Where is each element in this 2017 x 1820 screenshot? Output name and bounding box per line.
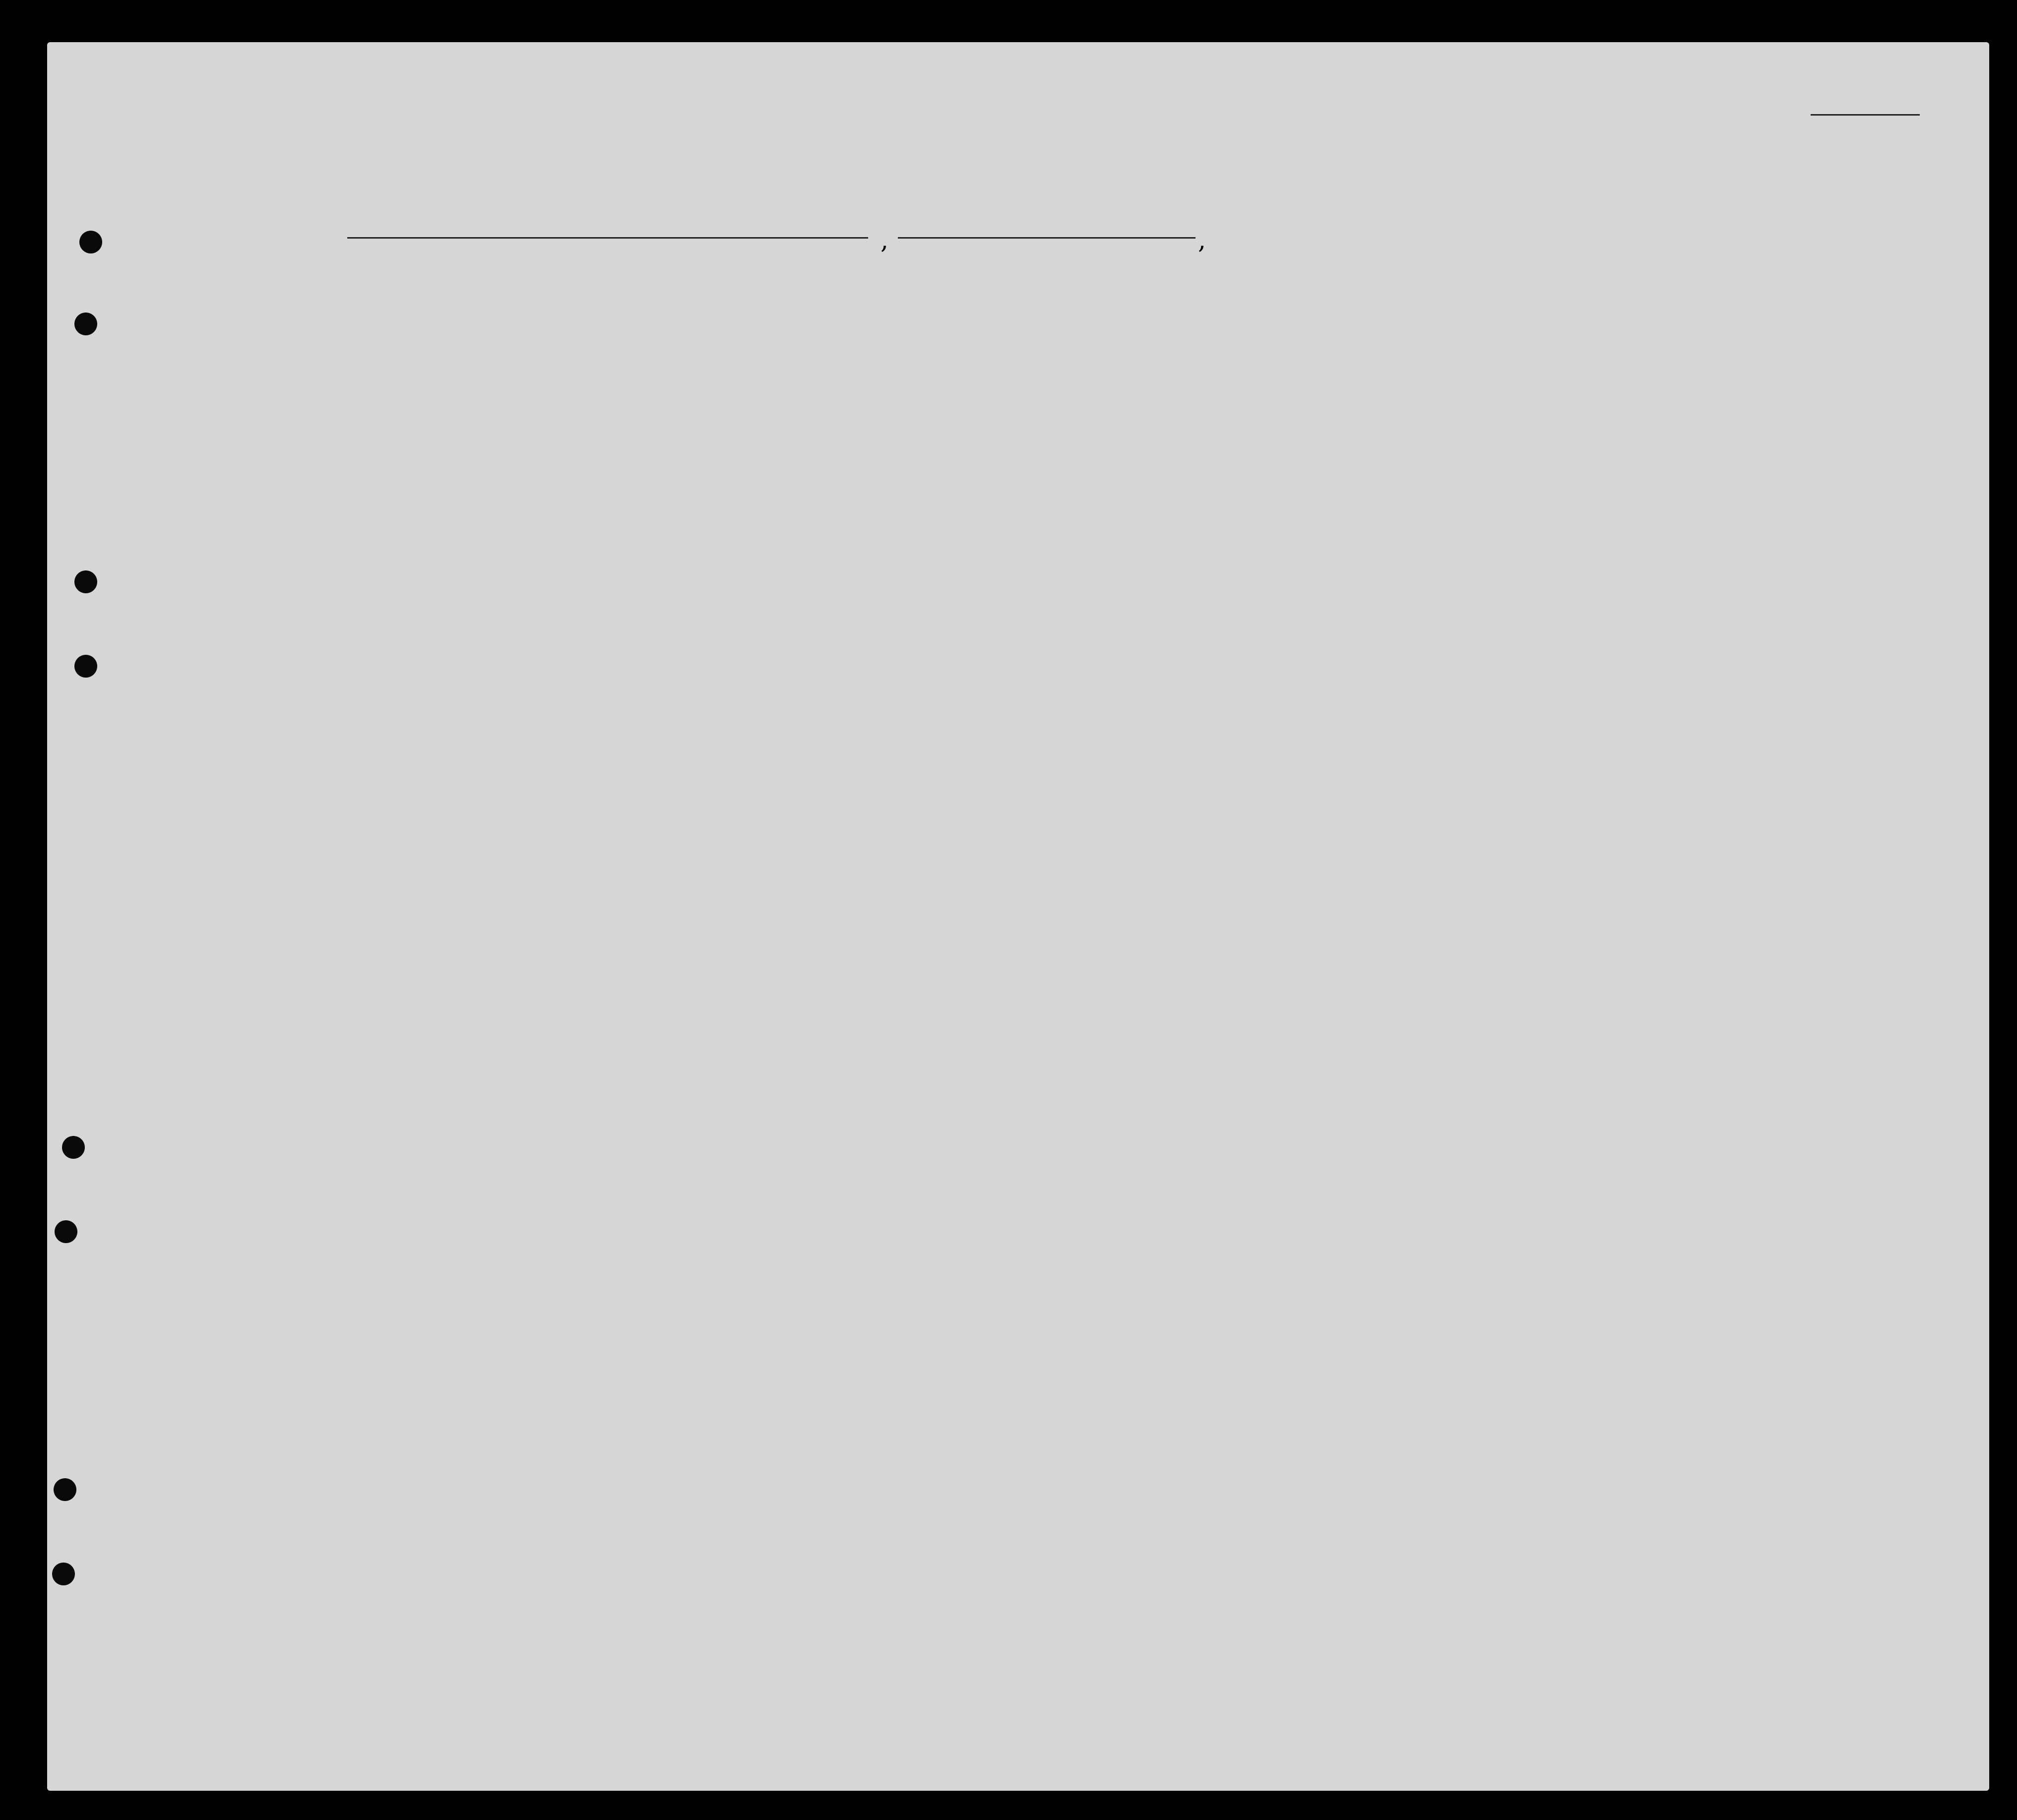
comma: , <box>1198 226 1206 254</box>
comma: , <box>881 226 888 254</box>
